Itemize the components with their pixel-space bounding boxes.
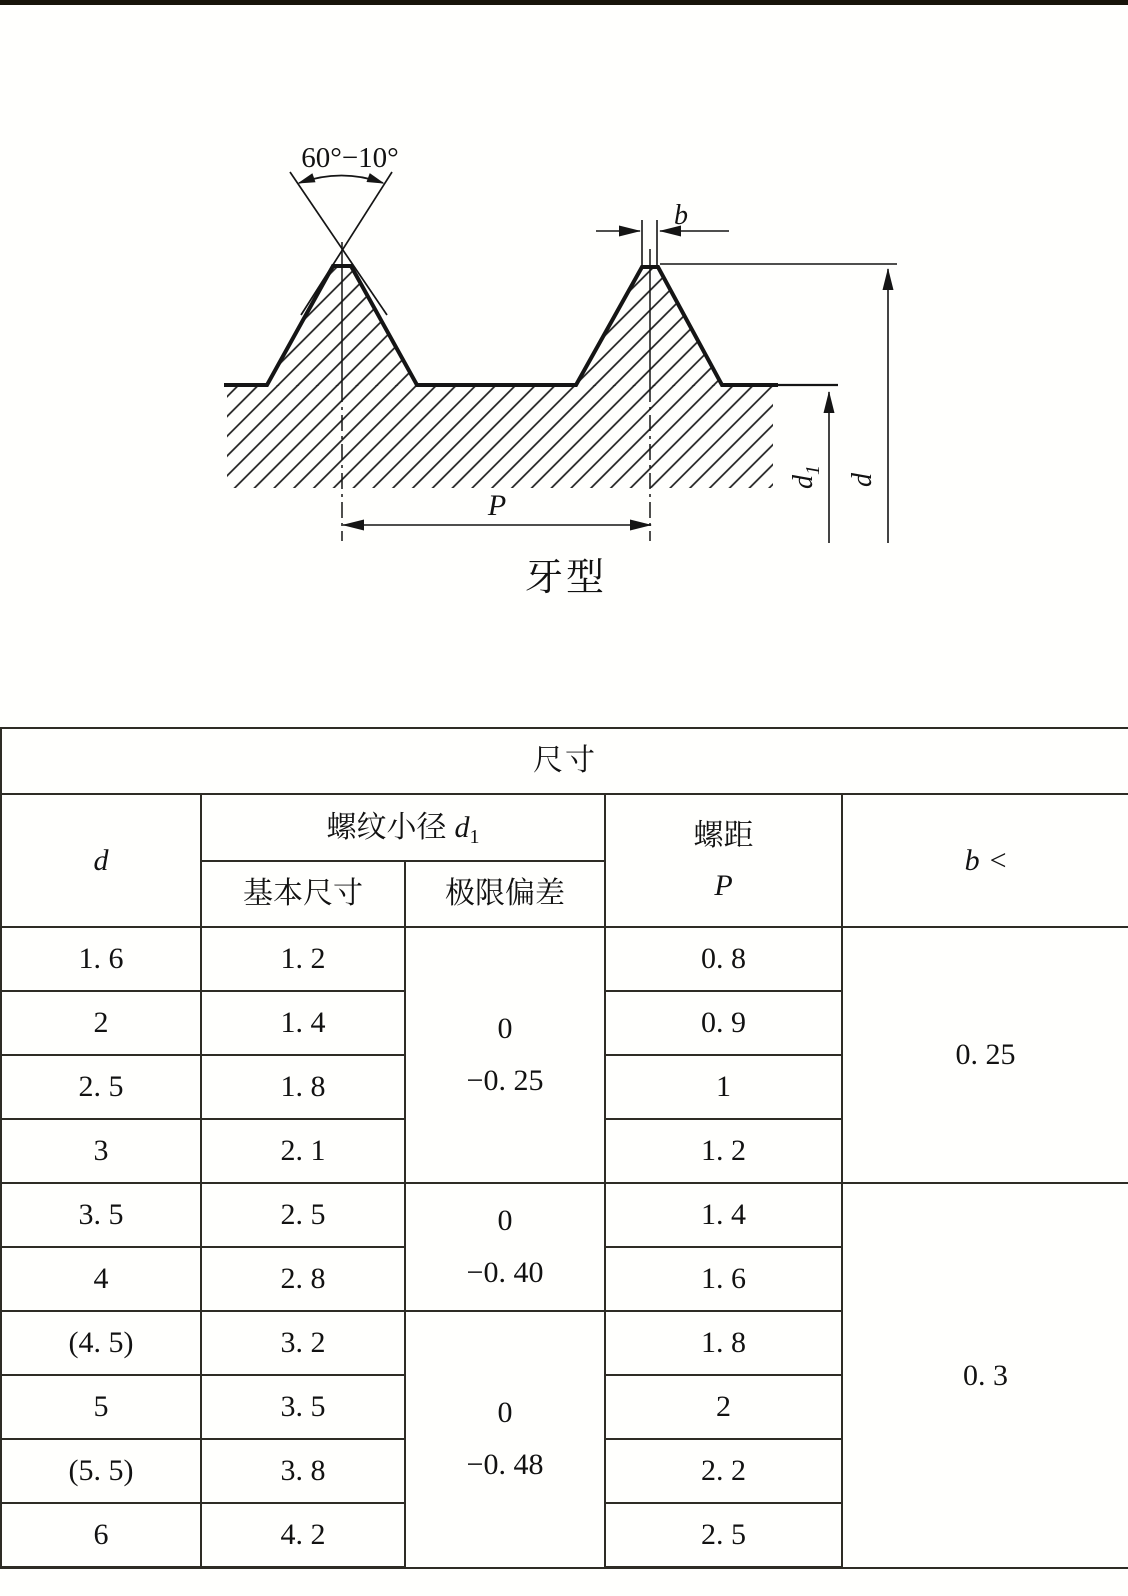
cell-d1: 3. 2 — [201, 1311, 405, 1375]
table-row — [1, 927, 1128, 991]
cell-d: 1. 6 — [1, 927, 201, 991]
cell-p: 0. 9 — [605, 991, 842, 1055]
cell-d1: 3. 5 — [201, 1375, 405, 1439]
cell-deviation-group1 — [405, 927, 605, 1183]
cell-d1: 4. 2 — [201, 1503, 405, 1568]
deviation-lower: −0. 25 — [466, 1064, 544, 1097]
cell-d: 2. 5 — [1, 1055, 201, 1119]
cell-p: 2. 5 — [605, 1503, 842, 1568]
cell-p: 1. 4 — [605, 1183, 842, 1247]
d-symbol: d — [93, 843, 109, 877]
cell-d1: 1. 4 — [201, 991, 405, 1055]
hatch-fill — [227, 266, 773, 488]
cell-b-group2: 0. 3 — [842, 1183, 1128, 1568]
diagram-caption: 牙型 — [524, 557, 608, 599]
pitch-symbol: P — [714, 868, 733, 902]
cell-d: 6 — [1, 1503, 201, 1568]
cell-p: 1. 2 — [605, 1119, 842, 1183]
cell-p: 1 — [605, 1055, 842, 1119]
cell-d1: 3. 8 — [201, 1439, 405, 1503]
cell-d: (4. 5) — [1, 1311, 201, 1375]
d1-group-label: 螺纹小径 — [326, 810, 447, 844]
cell-d: 4 — [1, 1247, 201, 1311]
cell-p: 2. 2 — [605, 1439, 842, 1503]
b-symbol: b — [964, 843, 980, 877]
angle-arc — [299, 176, 383, 184]
cell-d: 3 — [1, 1119, 201, 1183]
cell-d1: 2. 8 — [201, 1247, 405, 1311]
pitch-label: 螺距 — [693, 818, 754, 852]
table-title: 尺寸 — [1, 728, 1128, 794]
cell-p: 1. 6 — [605, 1247, 842, 1311]
column-header-limit-deviation: 极限偏差 — [405, 861, 605, 927]
dimensions-table-wrap — [0, 727, 1128, 1569]
cell-d1: 1. 8 — [201, 1055, 405, 1119]
cell-deviation-group3 — [405, 1311, 605, 1568]
thread-profile-svg — [0, 0, 1128, 660]
column-header-d1-group — [201, 794, 605, 861]
p-dimension-label: P — [487, 489, 507, 522]
deviation-upper: 0 — [497, 1396, 513, 1430]
column-header-basic-size: 基本尺寸 — [201, 861, 405, 927]
d1-subscript: 1 — [469, 825, 480, 848]
column-header-b — [842, 794, 1128, 927]
cell-p: 2 — [605, 1375, 842, 1439]
b-label: b — [674, 200, 688, 231]
less-than-sign: < — [989, 843, 1007, 877]
dimensions-table — [0, 727, 1128, 1569]
d1-symbol: d — [454, 810, 470, 844]
cell-b-group1: 0. 25 — [842, 927, 1128, 1183]
header-row-1 — [1, 794, 1128, 861]
d1-dimension-label: $d_1$ — [788, 465, 824, 489]
deviation-lower: −0. 40 — [466, 1256, 544, 1289]
table-title-row — [1, 728, 1128, 794]
d-dimension-label: d — [847, 473, 878, 487]
table-row — [1, 1183, 1128, 1247]
cell-d1: 1. 2 — [201, 927, 405, 991]
cell-d: 3. 5 — [1, 1183, 201, 1247]
cell-d: (5. 5) — [1, 1439, 201, 1503]
cell-d: 5 — [1, 1375, 201, 1439]
deviation-upper: 0 — [497, 1012, 513, 1045]
b-dimension — [596, 220, 729, 266]
column-header-d — [1, 794, 201, 927]
deviation-upper: 0 — [497, 1204, 513, 1237]
deviation-lower: −0. 48 — [466, 1448, 544, 1482]
thread-profile-diagram — [0, 0, 1128, 660]
cell-p: 1. 8 — [605, 1311, 842, 1375]
column-header-pitch — [605, 794, 842, 927]
cell-d: 2 — [1, 991, 201, 1055]
cell-deviation-group2 — [405, 1183, 605, 1311]
cell-p: 0. 8 — [605, 927, 842, 991]
cell-d1: 2. 1 — [201, 1119, 405, 1183]
angle-label: 60°−10° — [301, 142, 399, 174]
cell-d1: 2. 5 — [201, 1183, 405, 1247]
